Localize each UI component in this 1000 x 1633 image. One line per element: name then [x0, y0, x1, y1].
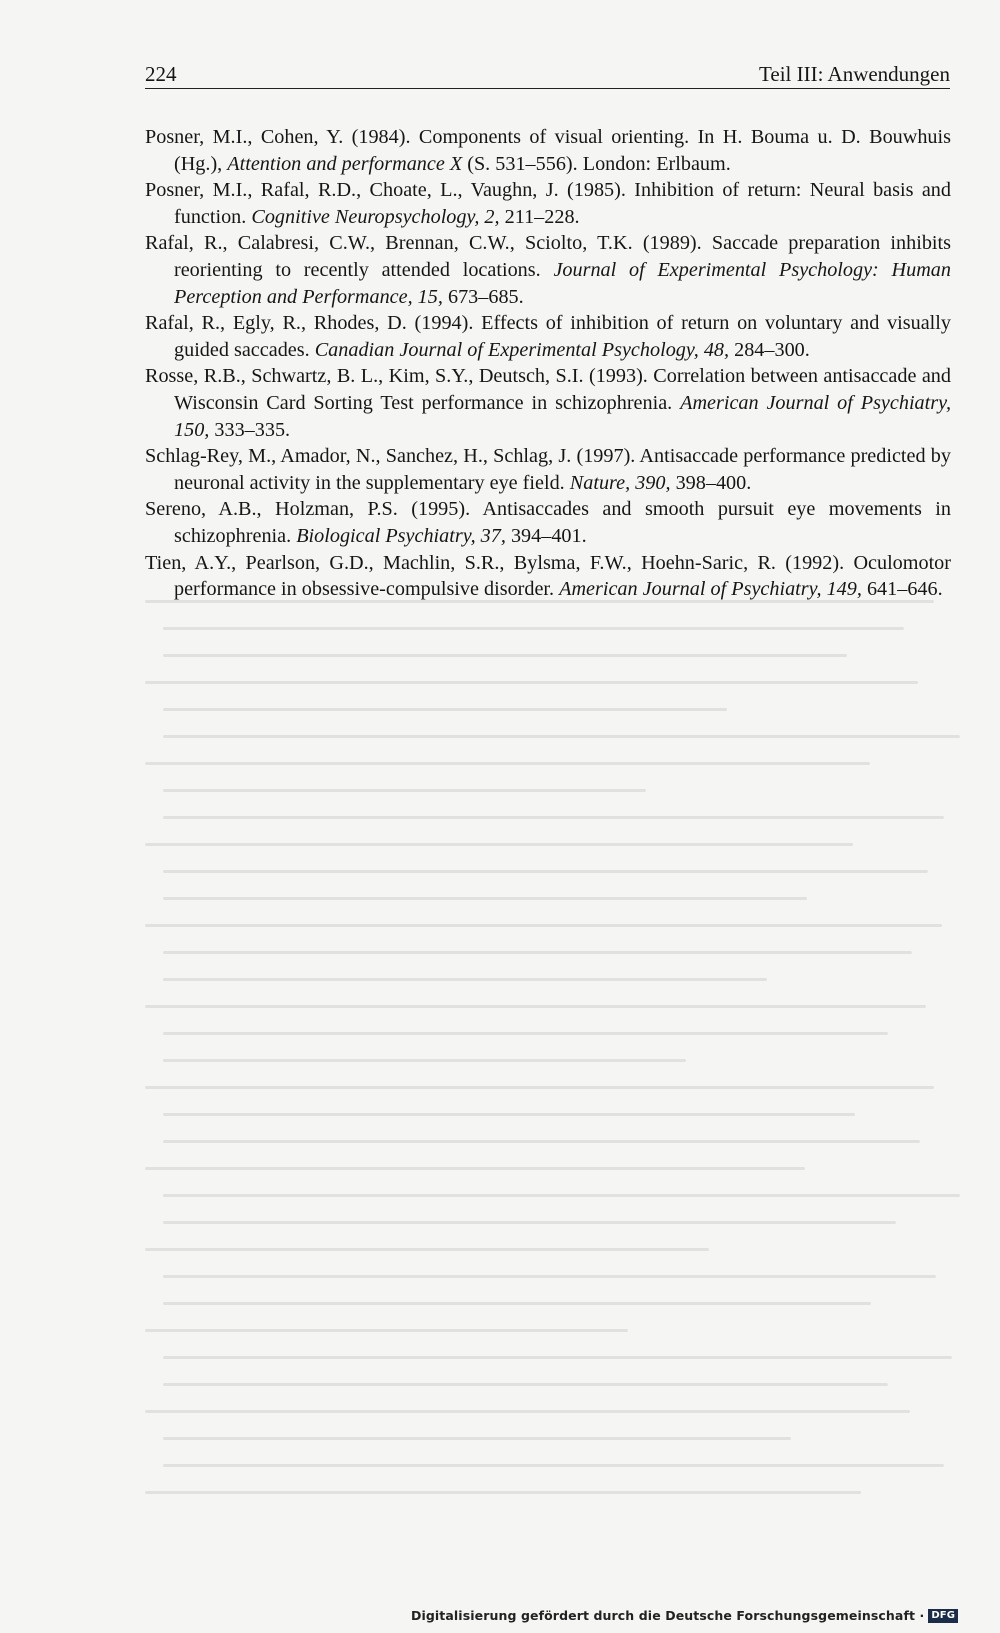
reference-authors-text: Sereno, A.B., Holzman, P.S. (1995). Antisaccades and smooth pursuit eye movements in schizophrenia. [145, 498, 951, 547]
bleed-through-line [163, 1221, 896, 1224]
bleed-through-line [163, 1059, 686, 1062]
bleed-through-line [145, 762, 870, 765]
bleed-through-line [145, 1086, 934, 1089]
reference-authors-text: Rafal, R., Egly, R., Rhodes, D. (1994). Effects of inhibition of return on voluntary and visually guided saccades. [145, 312, 951, 361]
reference-entry [145, 363, 951, 443]
reference-authors-text: Posner, M.I., Cohen, Y. (1984). Components of visual orienting. In H. Bouma u. D. Bouwhuis (Hg.), [145, 126, 951, 175]
bleed-through-line [145, 1491, 861, 1494]
bleed-through-line [145, 1005, 926, 1008]
bleed-through-line [145, 924, 942, 927]
bleed-through-line [163, 627, 904, 630]
bleed-through-line [163, 1437, 791, 1440]
bleed-through-line [145, 600, 934, 603]
bleed-through-line [163, 735, 960, 738]
bleed-through-line [163, 897, 807, 900]
bleed-through-line [163, 1032, 888, 1035]
bleed-through-line [163, 1356, 952, 1359]
bleed-through-line [163, 1383, 888, 1386]
reference-entry [145, 177, 951, 230]
reference-entry [145, 496, 951, 549]
reference-authors-text: Tien, A.Y., Pearlson, G.D., Machlin, S.R., Bylsma, F.W., Hoehn-Saric, R. (1992). Oculomotor performance in obsessive-compulsive disorder. [145, 551, 951, 601]
reference-pages: 398–400. [670, 471, 752, 494]
bleed-through-line [163, 978, 767, 981]
reference-entry [145, 550, 951, 603]
running-head: Teil III: Anwendungen [759, 62, 950, 86]
reference-source-title: Cognitive Neuropsychology, 2, [251, 205, 500, 228]
reference-pages: 333–335. [209, 418, 291, 441]
reference-entry [145, 230, 951, 310]
bleed-through-line [163, 1302, 871, 1305]
bleed-through-line [163, 1464, 944, 1467]
bleed-through-line [145, 1167, 805, 1170]
reference-source-title: American Journal of Psychiatry, 150, [174, 391, 952, 441]
reference-source-title: Journal of Experimental Psychology: Human Perception and Performance, 15, [174, 258, 951, 308]
reference-source-title: Canadian Journal of Experimental Psychology, 48, [314, 338, 730, 361]
bleed-through-line [163, 1194, 960, 1197]
credit-text: Digitalisierung gefördert durch die Deutsche Forschungsgemeinschaft · [411, 1608, 925, 1623]
reference-source-title: Attention and performance X [227, 152, 463, 175]
bleed-through-line [163, 951, 912, 954]
reference-authors-text: Schlag-Rey, M., Amador, N., Sanchez, H., Schlag, J. (1997). Antisaccade performance predicted by neuronal activity in the supplementary eye field. [145, 445, 951, 494]
bleed-through-line [163, 654, 847, 657]
reference-source-title: Nature, 390, [569, 471, 671, 494]
bleed-through-line [145, 681, 918, 684]
reference-source-title: American Journal of Psychiatry, 149, [559, 578, 862, 601]
bleed-through-line [163, 708, 727, 711]
bleed-through-line [145, 843, 853, 846]
digitization-credit [411, 1608, 958, 1623]
reference-pages: 211–228. [499, 205, 580, 228]
reference-pages: 673–685. [442, 285, 524, 308]
page-header [145, 58, 950, 89]
bleed-through-line [145, 1410, 910, 1413]
reference-source-title: Biological Psychiatry, 37, [296, 524, 506, 547]
reference-entry [145, 310, 951, 363]
reference-list [145, 124, 951, 603]
reference-pages: 284–300. [729, 338, 810, 361]
bleed-through-line [145, 1329, 628, 1332]
reference-pages: 394–401. [505, 524, 587, 547]
bleed-through-line [163, 1140, 920, 1143]
bleed-through-line [163, 1113, 855, 1116]
bleed-through-line [163, 870, 928, 873]
page-number: 224 [145, 62, 177, 86]
reference-authors-text: Rafal, R., Calabresi, C.W., Brennan, C.W., Sciolto, T.K. (1989). Saccade preparation inhibits reorienting to recently attended locations. [145, 232, 951, 281]
bleed-through-texture [145, 600, 950, 1560]
bleed-through-line [163, 789, 646, 792]
reference-entry [145, 124, 951, 177]
bleed-through-line [145, 1248, 709, 1251]
bleed-through-line [163, 1275, 936, 1278]
reference-pages: 641–646. [861, 578, 943, 601]
reference-authors-text: Posner, M.I., Rafal, R.D., Choate, L., Vaughn, J. (1985). Inhibition of return: Neural basis and function. [145, 179, 951, 228]
dfg-logo: DFG [928, 1609, 958, 1623]
reference-entry [145, 443, 951, 496]
bleed-through-line [163, 816, 944, 819]
reference-pages: (S. 531–556). London: Erlbaum. [462, 152, 731, 175]
reference-authors-text: Rosse, R.B., Schwartz, B. L., Kim, S.Y., Deutsch, S.I. (1993). Correlation between antisaccade and Wisconsin Card Sorting Test performance in schizophrenia. [145, 365, 951, 414]
